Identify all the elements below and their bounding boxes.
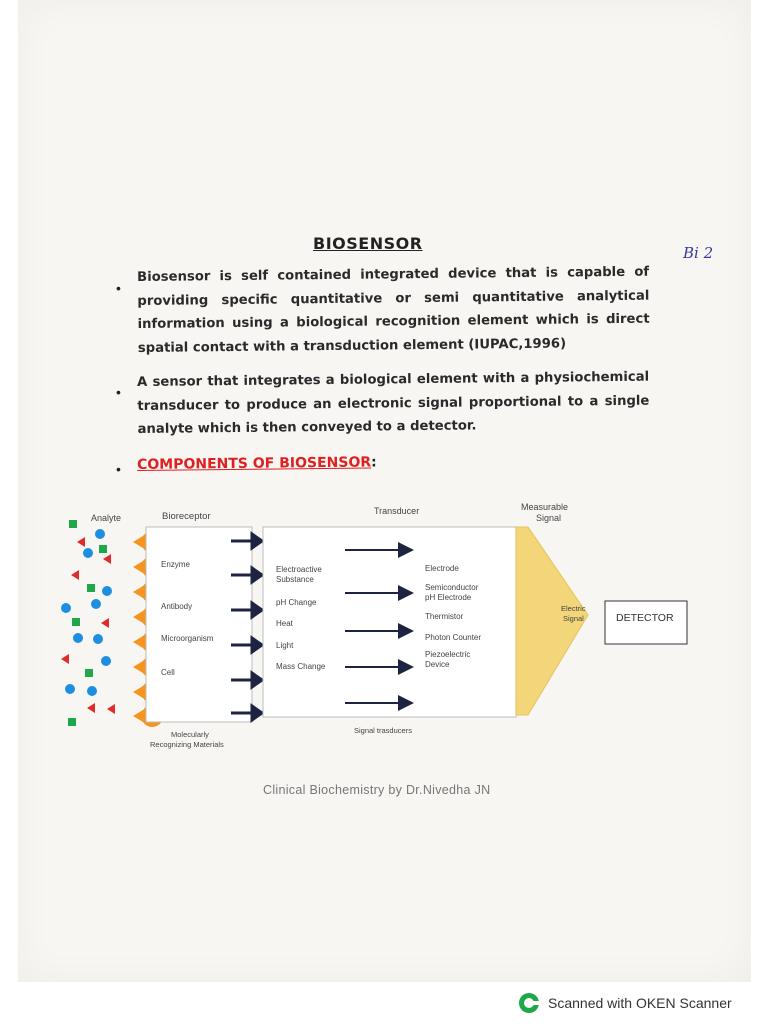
electric-signal-line1: Electric [561,604,586,613]
transducer-input-3: Heat [276,619,293,628]
components-heading: COMPONENTS OF BIOSENSOR: [137,454,377,473]
oken-logo-icon [518,992,540,1014]
bioreceptor-footer-line2: Recognizing Materials [150,740,224,749]
bioreceptor-box [146,527,252,722]
biosensor-components-diagram [58,497,708,755]
analyte-particles [61,520,115,726]
transducer-box [263,527,516,717]
footer-credit: Clinical Biochemistry by Dr.Nivedha JN [263,783,491,797]
bioreceptor-item-microorganism: Microorganism [161,634,214,643]
margin-mark: Bi 2 [683,244,714,262]
transducer-input-5: Mass Change [276,662,326,671]
transducer-output-3: Thermistor [425,612,464,621]
scanner-label: Scanned with OKEN Scanner [548,995,732,1011]
bioreceptor-item-antibody: Antibody [161,602,193,611]
transducer-output-1: Electrode [425,564,459,573]
measurable-label-line2: Signal [536,513,562,523]
transducer-output-2-line1: Semiconductor [425,583,479,592]
measurable-label-line1: Measurable [521,502,569,512]
transducer-output-4: Photon Counter [425,633,482,642]
bullet-marker-1: • [116,280,121,296]
bullet-paragraph-1: Biosensor is self contained integrated device that is capable of providing specific quantitative or semi quantitative analytical information using a biological recognition element which is direct spatial contact with a transduction element (IUPAC,1996) [137,264,650,356]
transducer-input-1-line2: Substance [276,575,314,584]
page-title: BIOSENSOR [313,234,423,253]
bioreceptor-item-cell: Cell [161,668,175,677]
scanner-watermark [518,992,732,1014]
transducer-input-1-line1: Electroactive [276,565,322,574]
transducer-input-4: Light [276,641,294,650]
transducer-input-2: pH Change [276,598,317,607]
transducer-output-2-line2: pH Electrode [425,593,472,602]
analyte-label: Analyte [91,513,122,523]
bioreceptor-item-enzyme: Enzyme [161,560,190,569]
transducer-output-5-line1: Piezoelectric [425,650,471,659]
transducer-label: Transducer [374,506,420,516]
transducer-footer: Signal trasducers [354,726,412,735]
document-page [18,0,751,982]
bioreceptor-label: Bioreceptor [162,511,211,522]
bioreceptor-footer-line1: Molecularly [171,730,209,739]
transducer-output-5-line2: Device [425,660,450,669]
bullet-marker-2: • [116,384,121,400]
electric-signal-line2: Signal [563,614,584,623]
bullet-paragraph-2: A sensor that integrates a biological element with a physiochemical transducer to produce an electronic signal proportional to a single analyte which is then conveyed to a detector. [137,369,650,437]
detector-label: DETECTOR [616,612,674,624]
bullet-marker-3: • [116,461,121,477]
